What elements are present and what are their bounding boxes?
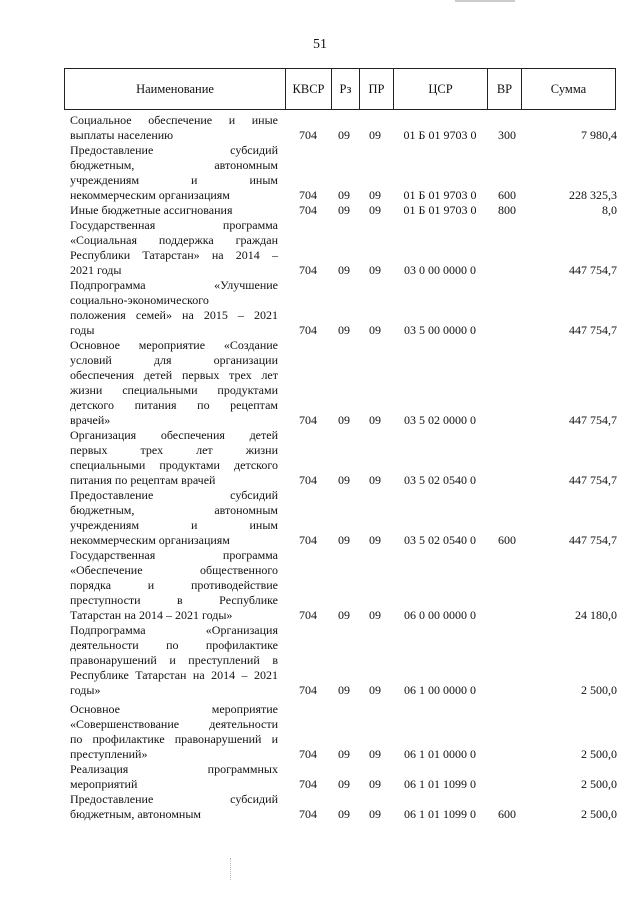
cell-rz: 09 [338, 323, 350, 337]
row-name-line: Предоставление субсидий [70, 488, 278, 502]
row-name-line: специальными продуктами детского [70, 458, 278, 472]
row-name [70, 702, 278, 762]
row-name-line: жизни специальными продуктами [70, 383, 278, 397]
row-name-line: мероприятий [70, 777, 138, 791]
row-name [70, 218, 278, 278]
cell-kvsr: 704 [299, 128, 317, 142]
table-row [0, 702, 640, 762]
cell-vr: 600 [498, 807, 516, 821]
row-name [70, 488, 278, 548]
cell-csr: 03 5 02 0540 0 [404, 533, 476, 547]
cell-vr: 300 [498, 128, 516, 142]
page-number: 51 [313, 37, 327, 52]
row-name [70, 623, 278, 698]
cell-kvsr: 704 [299, 777, 317, 791]
cell-rz: 09 [338, 533, 350, 547]
row-name-line: первых трех лет жизни [70, 443, 278, 457]
row-name-line: «Совершенствование деятельности [70, 717, 278, 731]
cell-vr: 800 [498, 203, 516, 217]
cell-kvsr: 704 [299, 263, 317, 277]
cell-sum: 8,0 [602, 203, 617, 217]
cell-sum: 7 980,4 [581, 128, 617, 142]
table-row [0, 278, 640, 338]
row-name-line: Социальное обеспечение и иные [70, 113, 278, 127]
cell-csr: 03 0 00 0000 0 [404, 263, 476, 277]
row-name-line: некоммерческим организациям [70, 533, 230, 547]
cell-kvsr: 704 [299, 473, 317, 487]
cell-csr: 03 5 00 0000 0 [404, 323, 476, 337]
row-name-line: некоммерческим организациям [70, 188, 230, 202]
row-name-line: Татарстан на 2014 – 2021 годы» [70, 608, 233, 622]
row-name-line: деятельности по профилактике [70, 638, 278, 652]
cell-sum: 2 500,0 [581, 683, 617, 697]
cell-rz: 09 [338, 777, 350, 791]
column-header-name: Наименование [65, 69, 286, 110]
cell-pr: 09 [369, 203, 381, 217]
cell-sum: 447 754,7 [569, 323, 617, 337]
row-name [70, 338, 278, 428]
cell-pr: 09 [369, 128, 381, 142]
row-name-line: детского питания по рецептам [70, 398, 278, 412]
row-name-line: правонарушений и преступлений в [70, 653, 278, 667]
cell-csr: 01 Б 01 9703 0 [403, 203, 477, 217]
cell-csr: 03 5 02 0540 0 [404, 473, 476, 487]
cell-rz: 09 [338, 413, 350, 427]
row-name-line: Реализация программных [70, 762, 278, 776]
cell-pr: 09 [369, 747, 381, 761]
table-row [0, 218, 640, 278]
scan-artifact [455, 0, 515, 2]
cell-pr: 09 [369, 188, 381, 202]
scan-artifact [230, 858, 232, 880]
row-name-line: Предоставление субсидий [70, 792, 278, 806]
row-name-line: порядка и противодействие [70, 578, 278, 592]
cell-pr: 09 [369, 777, 381, 791]
row-name-line: Предоставление субсидий [70, 143, 278, 157]
table-body [0, 113, 640, 822]
row-name-line: Республике Татарстан на 2014 – 2021 [70, 668, 278, 682]
cell-rz: 09 [338, 473, 350, 487]
row-name-line: Подпрограмма «Организация [70, 623, 278, 637]
row-name-line: по профилактике правонарушений и [70, 732, 278, 746]
row-name-line: бюджетным, автономным [70, 158, 278, 172]
cell-kvsr: 704 [299, 188, 317, 202]
table-row [0, 203, 640, 218]
cell-rz: 09 [338, 608, 350, 622]
cell-sum: 2 500,0 [581, 807, 617, 821]
row-name-line: выплаты населению [70, 128, 174, 142]
cell-sum: 447 754,7 [569, 263, 617, 277]
cell-csr: 06 1 01 1099 0 [404, 807, 476, 821]
row-name [70, 548, 278, 623]
row-name-line: питания по рецептам врачей [70, 473, 216, 487]
cell-sum: 2 500,0 [581, 777, 617, 791]
cell-pr: 09 [369, 323, 381, 337]
cell-csr: 01 Б 01 9703 0 [403, 188, 477, 202]
cell-kvsr: 704 [299, 323, 317, 337]
row-name [70, 792, 278, 822]
cell-vr: 600 [498, 533, 516, 547]
cell-csr: 06 1 00 0000 0 [404, 683, 476, 697]
column-header-pr: ПР [360, 69, 394, 110]
row-name-line: положения семей» на 2015 – 2021 [70, 308, 278, 322]
cell-pr: 09 [369, 263, 381, 277]
table-header [64, 68, 616, 110]
cell-sum: 24 180,0 [575, 608, 617, 622]
cell-pr: 09 [369, 807, 381, 821]
table-row [0, 548, 640, 623]
row-name-line: Республики Татарстан» на 2014 – [70, 248, 278, 262]
table-row [0, 143, 640, 203]
cell-kvsr: 704 [299, 747, 317, 761]
row-name-line: «Обеспечение общественного [70, 563, 278, 577]
cell-rz: 09 [338, 747, 350, 761]
table-row [0, 338, 640, 428]
cell-sum: 447 754,7 [569, 533, 617, 547]
row-name-line: Организация обеспечения детей [70, 428, 278, 442]
cell-pr: 09 [369, 413, 381, 427]
row-name-line: обеспечения детей первых трех лет [70, 368, 278, 382]
cell-rz: 09 [338, 807, 350, 821]
cell-kvsr: 704 [299, 683, 317, 697]
row-name-line: годы» [70, 683, 101, 697]
table-row [0, 762, 640, 792]
cell-vr: 600 [498, 188, 516, 202]
cell-kvsr: 704 [299, 807, 317, 821]
row-name-line: Подпрограмма «Улучшение [70, 278, 278, 292]
column-header-kvsr: КВСР [286, 69, 332, 110]
row-name-line: Иные бюджетные ассигнования [70, 203, 233, 217]
cell-kvsr: 704 [299, 413, 317, 427]
table-row [0, 792, 640, 822]
cell-pr: 09 [369, 608, 381, 622]
row-name-line: Основное мероприятие [70, 702, 278, 716]
cell-rz: 09 [338, 263, 350, 277]
column-header-csr: ЦСР [394, 69, 488, 110]
row-name-line: врачей» [70, 413, 111, 427]
cell-pr: 09 [369, 683, 381, 697]
cell-sum: 447 754,7 [569, 473, 617, 487]
row-name-line: Государственная программа [70, 218, 278, 232]
table-row [0, 488, 640, 548]
row-name-line: учреждениям и иным [70, 518, 278, 532]
row-name-line: учреждениям и иным [70, 173, 278, 187]
row-name-line: Основное мероприятие «Создание [70, 338, 278, 352]
row-name-line: бюджетным, автономным [70, 807, 201, 821]
cell-sum: 2 500,0 [581, 747, 617, 761]
cell-kvsr: 704 [299, 608, 317, 622]
cell-rz: 09 [338, 683, 350, 697]
cell-pr: 09 [369, 473, 381, 487]
cell-rz: 09 [338, 188, 350, 202]
row-name-line: преступности в Республике [70, 593, 278, 607]
row-name-line: годы [70, 323, 95, 337]
cell-rz: 09 [338, 128, 350, 142]
column-header-rz: Рз [332, 69, 360, 110]
cell-sum: 447 754,7 [569, 413, 617, 427]
row-name-line: 2021 годы [70, 263, 122, 277]
cell-kvsr: 704 [299, 533, 317, 547]
table-row [0, 113, 640, 143]
table-row [0, 623, 640, 698]
row-name [70, 278, 278, 338]
table-row [0, 428, 640, 488]
column-header-vr: ВР [488, 69, 522, 110]
cell-rz: 09 [338, 203, 350, 217]
row-name [70, 113, 278, 143]
row-name-line: социально-экономического [70, 293, 209, 307]
cell-csr: 06 0 00 0000 0 [404, 608, 476, 622]
row-name [70, 143, 278, 203]
row-name [70, 762, 278, 792]
row-name-line: «Социальная поддержка граждан [70, 233, 278, 247]
cell-csr: 06 1 01 0000 0 [404, 747, 476, 761]
cell-pr: 09 [369, 533, 381, 547]
cell-csr: 01 Б 01 9703 0 [403, 128, 477, 142]
cell-csr: 03 5 02 0000 0 [404, 413, 476, 427]
cell-sum: 228 325,3 [569, 188, 617, 202]
cell-kvsr: 704 [299, 203, 317, 217]
cell-csr: 06 1 01 1099 0 [404, 777, 476, 791]
row-name [70, 203, 278, 218]
row-name-line: Государственная программа [70, 548, 278, 562]
row-name-line: бюджетным, автономным [70, 503, 278, 517]
row-name [70, 428, 278, 488]
column-header-sum: Сумма [522, 69, 616, 110]
row-name-line: условий для организации [70, 353, 278, 367]
row-name-line: преступлений» [70, 747, 148, 761]
